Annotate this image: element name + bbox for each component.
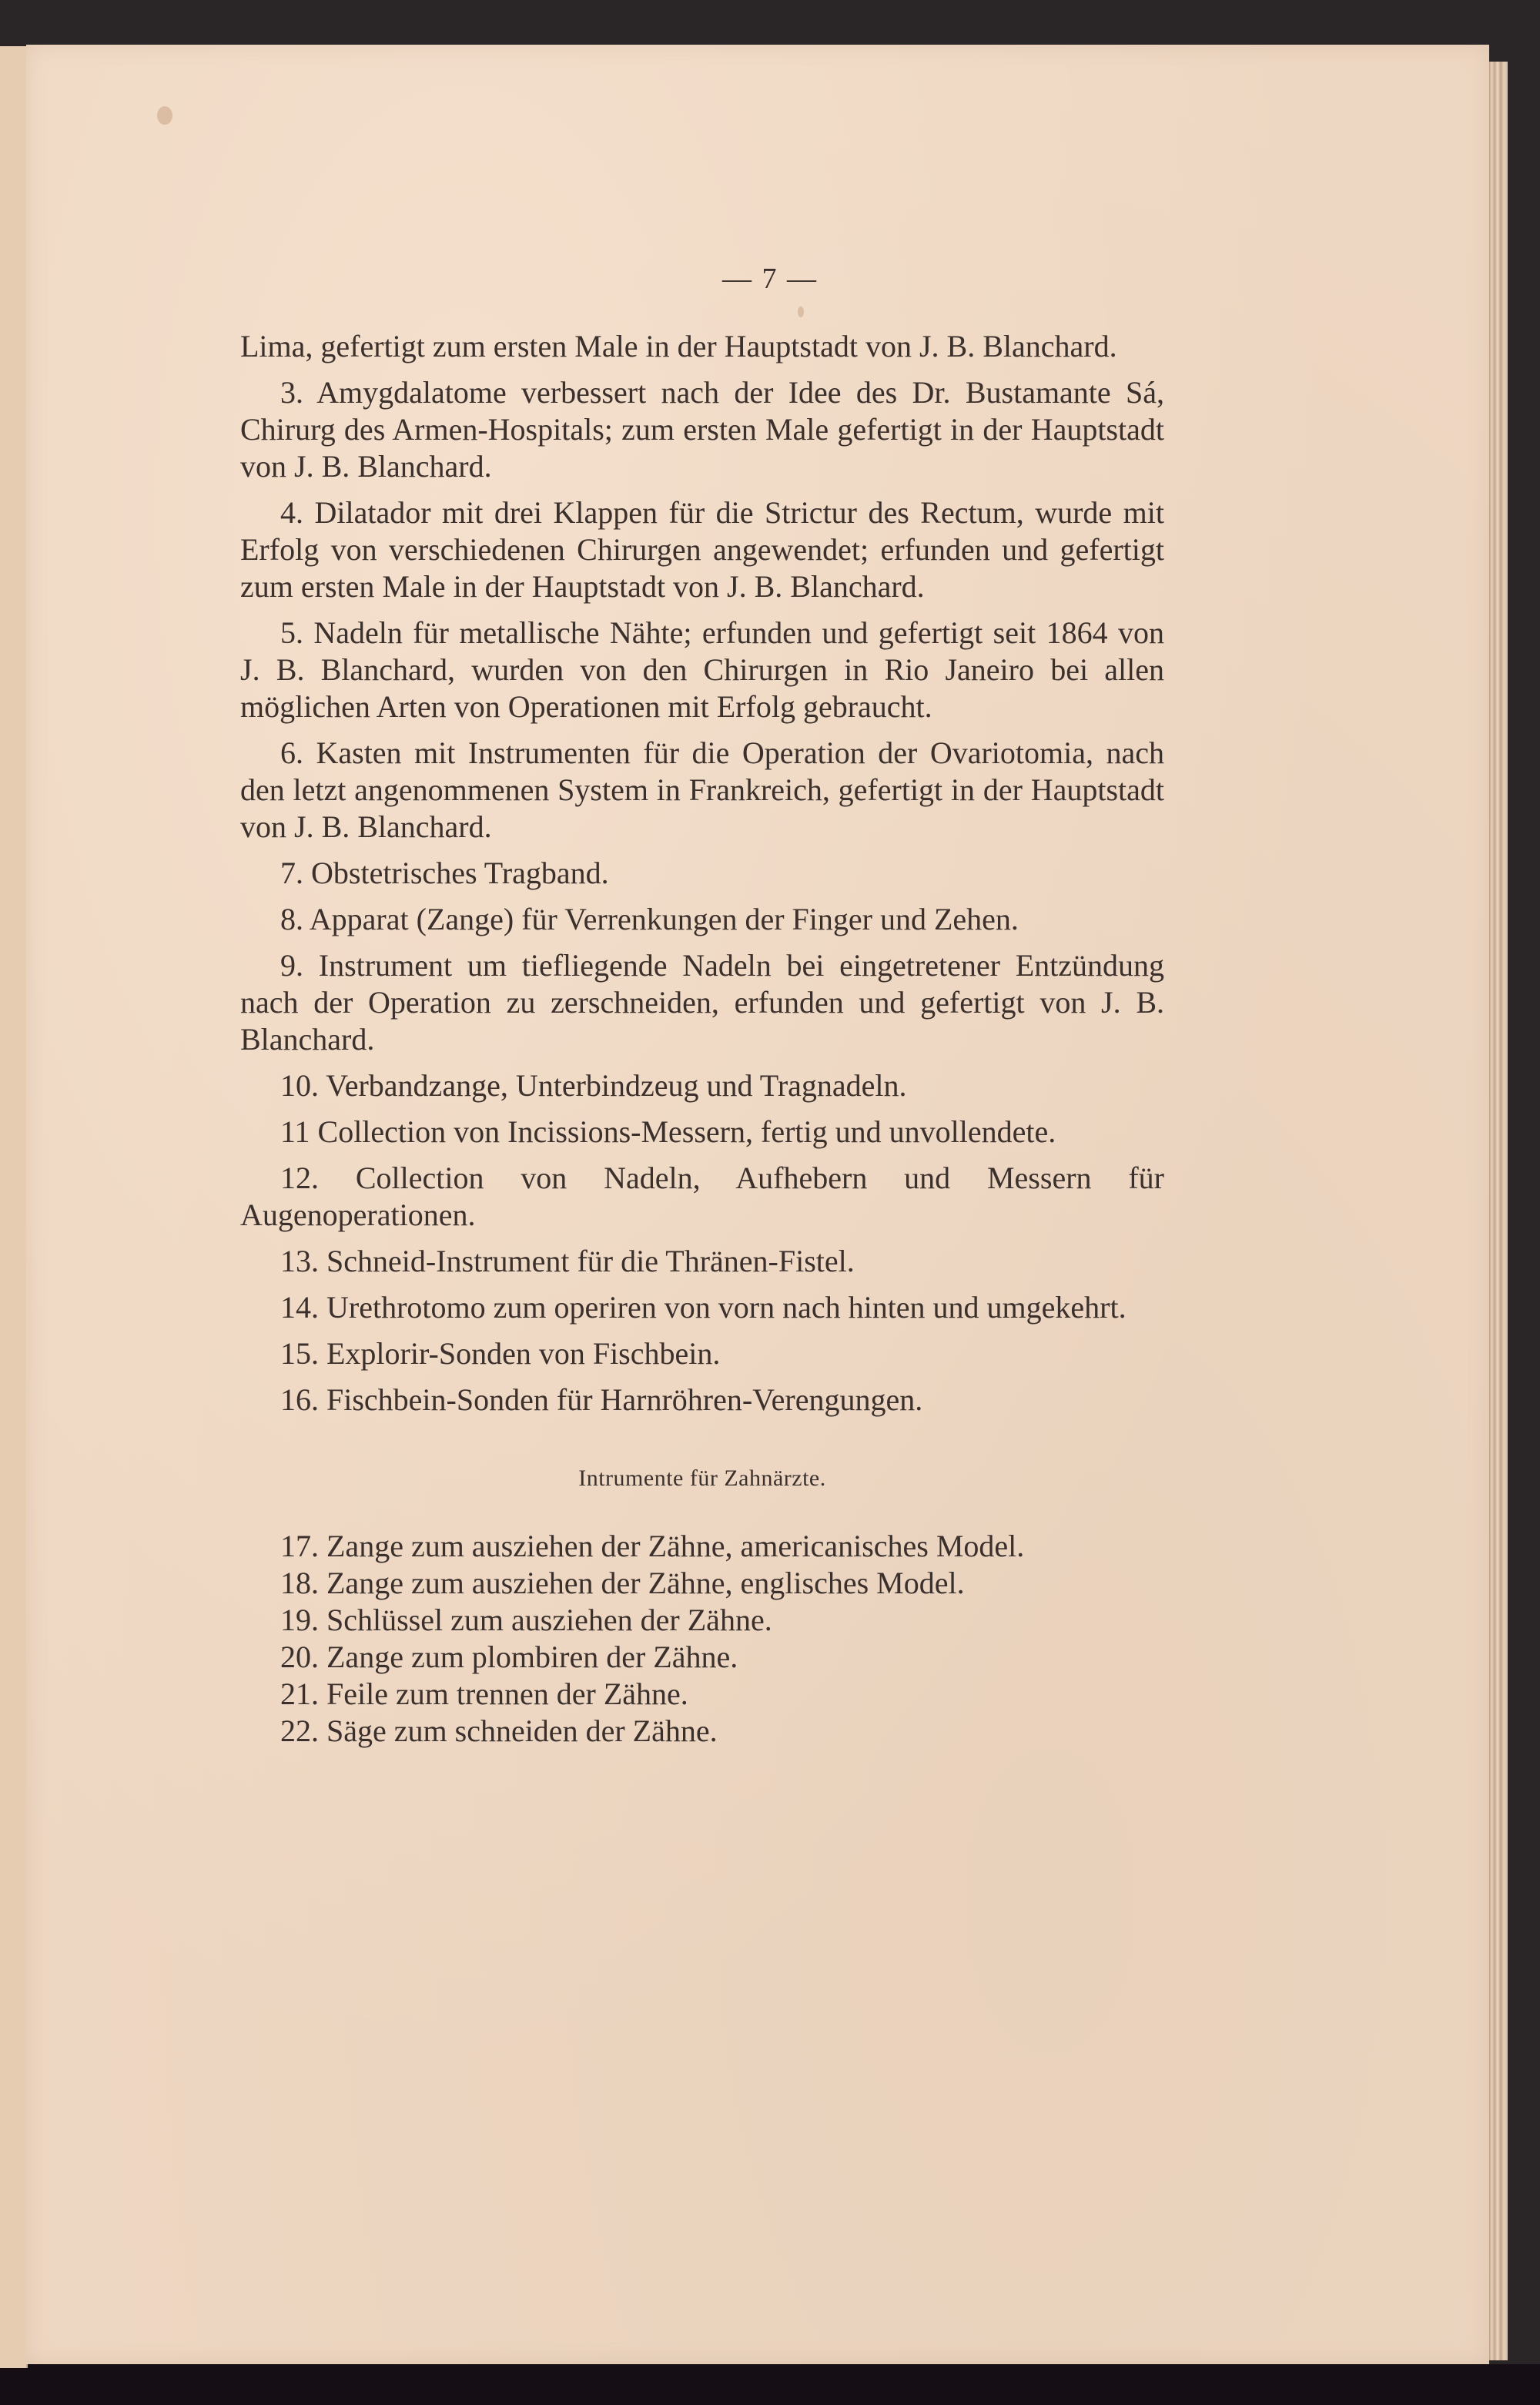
list-item: 14. Urethrotomo zum operiren von vorn nach hinten und umgekehrt. — [280, 1290, 1127, 1325]
section-heading: Intrumente für Zahnärzte. — [578, 1465, 826, 1491]
list-item: 5. Nadeln für metallische Nähte; erfunden und gefertigt seit 1864 von J. B. Blanchard, wurden von den Chirurgen in Rio Janeiro bei allen möglichen Arten von Operationen mit Erfolg gebraucht. — [240, 615, 1164, 724]
list-item: 21. Feile zum trennen der Zähne. — [280, 1676, 688, 1711]
scan-backdrop — [0, 2364, 1540, 2405]
list-item: 4. Dilatador mit drei Klappen für die Strictur des Rectum, wurde mit Erfolg von verschiedenen Chirurgen angewendet; erfunden und gefertigt zum ersten Male in der Hauptstadt von J. B. Blanchard. — [240, 495, 1164, 604]
page-number: — 7 — — [722, 263, 818, 295]
page-text — [240, 262, 1164, 1750]
list-item: 22. Säge zum schneiden der Zähne. — [280, 1713, 718, 1748]
list-item: 18. Zange zum ausziehen der Zähne, englisches Model. — [280, 1566, 965, 1600]
continuation-paragraph: Lima, gefertigt zum ersten Male in der Hauptstadt von J. B. Blanchard. — [240, 329, 1117, 363]
list-item: 9. Instrument um tiefliegende Nadeln bei eingetretener Entzündung nach der Operation zu zerschneiden, erfunden und gefertigt von J. B. Blanchard. — [240, 948, 1164, 1057]
list-item: 7. Obstetrisches Tragband. — [280, 856, 609, 890]
list-item: 15. Explorir-Sonden von Fischbein. — [280, 1336, 721, 1371]
list-item: 20. Zange zum plombiren der Zähne. — [280, 1640, 738, 1674]
list-item: 12. Collection von Nadeln, Aufhebern und Messern für Augenoperationen. — [240, 1161, 1164, 1232]
instrument-list — [240, 374, 1164, 1419]
list-item: 19. Schlüssel zum ausziehen der Zähne. — [280, 1603, 772, 1637]
list-item: 16. Fischbein-Sonden für Harnröhren-Verengungen. — [280, 1382, 923, 1417]
list-item: 6. Kasten mit Instrumenten für die Operation der Ovariotomia, nach den letzt angenommenen System in Frankreich, gefertigt in der Hauptstadt von J. B. Blanchard. — [240, 735, 1164, 844]
list-item: 10. Verbandzange, Unterbindzeug und Tragnadeln. — [280, 1068, 907, 1103]
list-item: 17. Zange zum ausziehen der Zähne, americanisches Model. — [280, 1529, 1025, 1563]
facing-page-edge — [0, 46, 28, 2368]
list-item: 13. Schneid-Instrument für die Thränen-Fistel. — [280, 1244, 855, 1278]
list-item: 11 Collection von Incissions-Messern, fertig und unvollendete. — [280, 1114, 1056, 1149]
page-stack-edge — [1486, 62, 1508, 2360]
dental-instrument-list — [240, 1528, 1164, 1750]
list-item: 3. Amygdalatome verbessert nach der Idee des Dr. Bustamante Sá, Chirurg des Armen-Hospitals; zum ersten Male gefertigt in der Hauptstadt von J. B. Blanchard. — [240, 375, 1164, 484]
list-item: 8. Apparat (Zange) für Verrenkungen der Finger und Zehen. — [280, 902, 1019, 936]
paper-stain — [157, 106, 172, 125]
